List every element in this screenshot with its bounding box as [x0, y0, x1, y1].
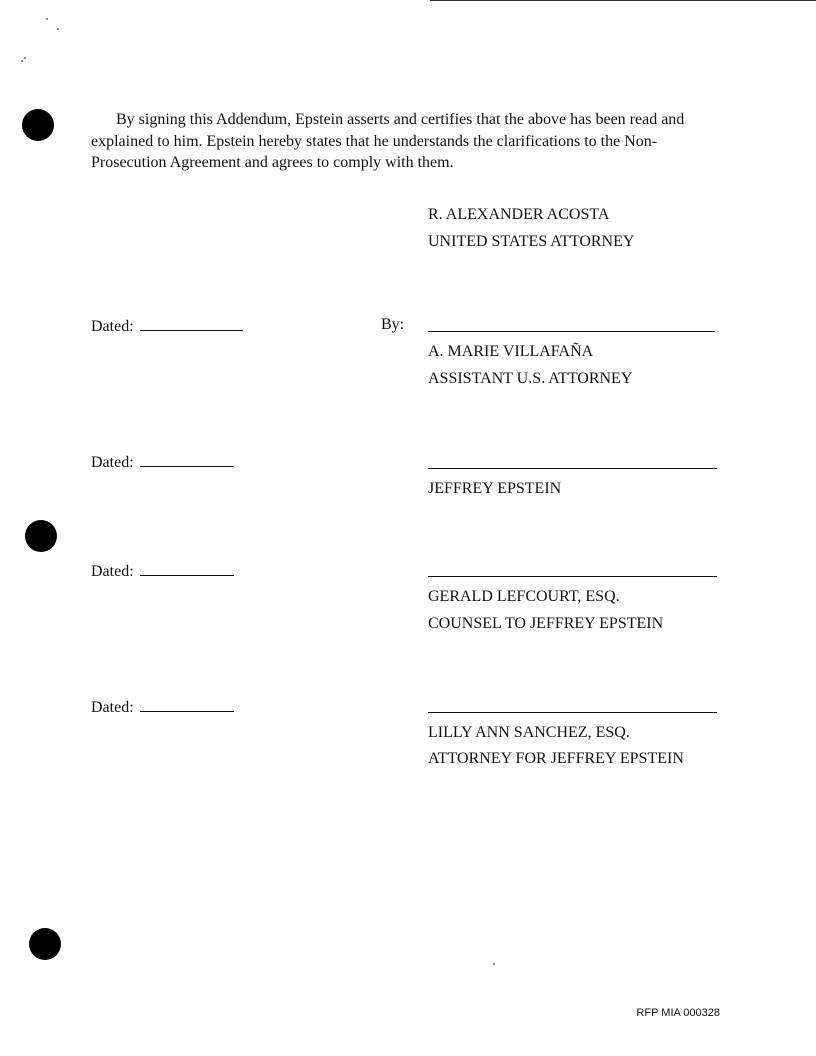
date-blank: [140, 452, 234, 467]
top-edge-rule: [430, 0, 816, 1]
dated-label: Dated:: [91, 454, 134, 471]
signatory-name: A. MARIE VILLAFAÑA: [428, 343, 594, 360]
signatory-name: LILLY ANN SANCHEZ, ESQ.: [428, 724, 630, 741]
punch-hole: [22, 109, 54, 141]
signatory-title: ATTORNEY FOR JEFFREY EPSTEIN: [428, 750, 684, 767]
signature-line: [428, 576, 717, 577]
signatory-title: COUNSEL TO JEFFREY EPSTEIN: [428, 615, 664, 632]
certification-paragraph: By signing this Addendum, Epstein asserts and certifies that the above has been read and explained to him. Epstein hereby states that he understands the clarifications to the Non-Prosecution Agreement and agrees to comply with them.: [91, 111, 685, 171]
scan-speck: [493, 963, 495, 965]
dated-label: Dated:: [91, 563, 134, 580]
by-label: By:: [381, 316, 405, 333]
signatory-name: GERALD LEFCOURT, ESQ.: [428, 588, 620, 605]
dated-label: Dated:: [91, 699, 134, 716]
signature-line: [428, 331, 715, 332]
dated-field-1: [91, 316, 243, 336]
date-blank: [140, 316, 243, 331]
dated-field-2: [91, 452, 234, 472]
scan-speck: [24, 57, 26, 59]
scan-speck: [46, 18, 48, 20]
dated-field-4: [91, 697, 234, 717]
bates-number: RFP MIA 000328: [636, 1007, 720, 1019]
dated-label: Dated:: [91, 318, 134, 335]
punch-hole: [29, 928, 61, 960]
us-attorney-name: R. ALEXANDER ACOSTA: [428, 206, 610, 223]
dated-field-3: [91, 561, 234, 581]
signatory-title: ASSISTANT U.S. ATTORNEY: [428, 370, 633, 387]
date-blank: [140, 697, 234, 712]
signature-line: [428, 468, 717, 469]
scan-speck: [57, 28, 59, 30]
signature-line: [428, 712, 717, 713]
date-blank: [140, 561, 234, 576]
signatory-name: JEFFREY EPSTEIN: [428, 480, 562, 497]
scan-speck: [21, 60, 23, 62]
us-attorney-title: UNITED STATES ATTORNEY: [428, 233, 635, 250]
punch-hole: [25, 520, 57, 552]
